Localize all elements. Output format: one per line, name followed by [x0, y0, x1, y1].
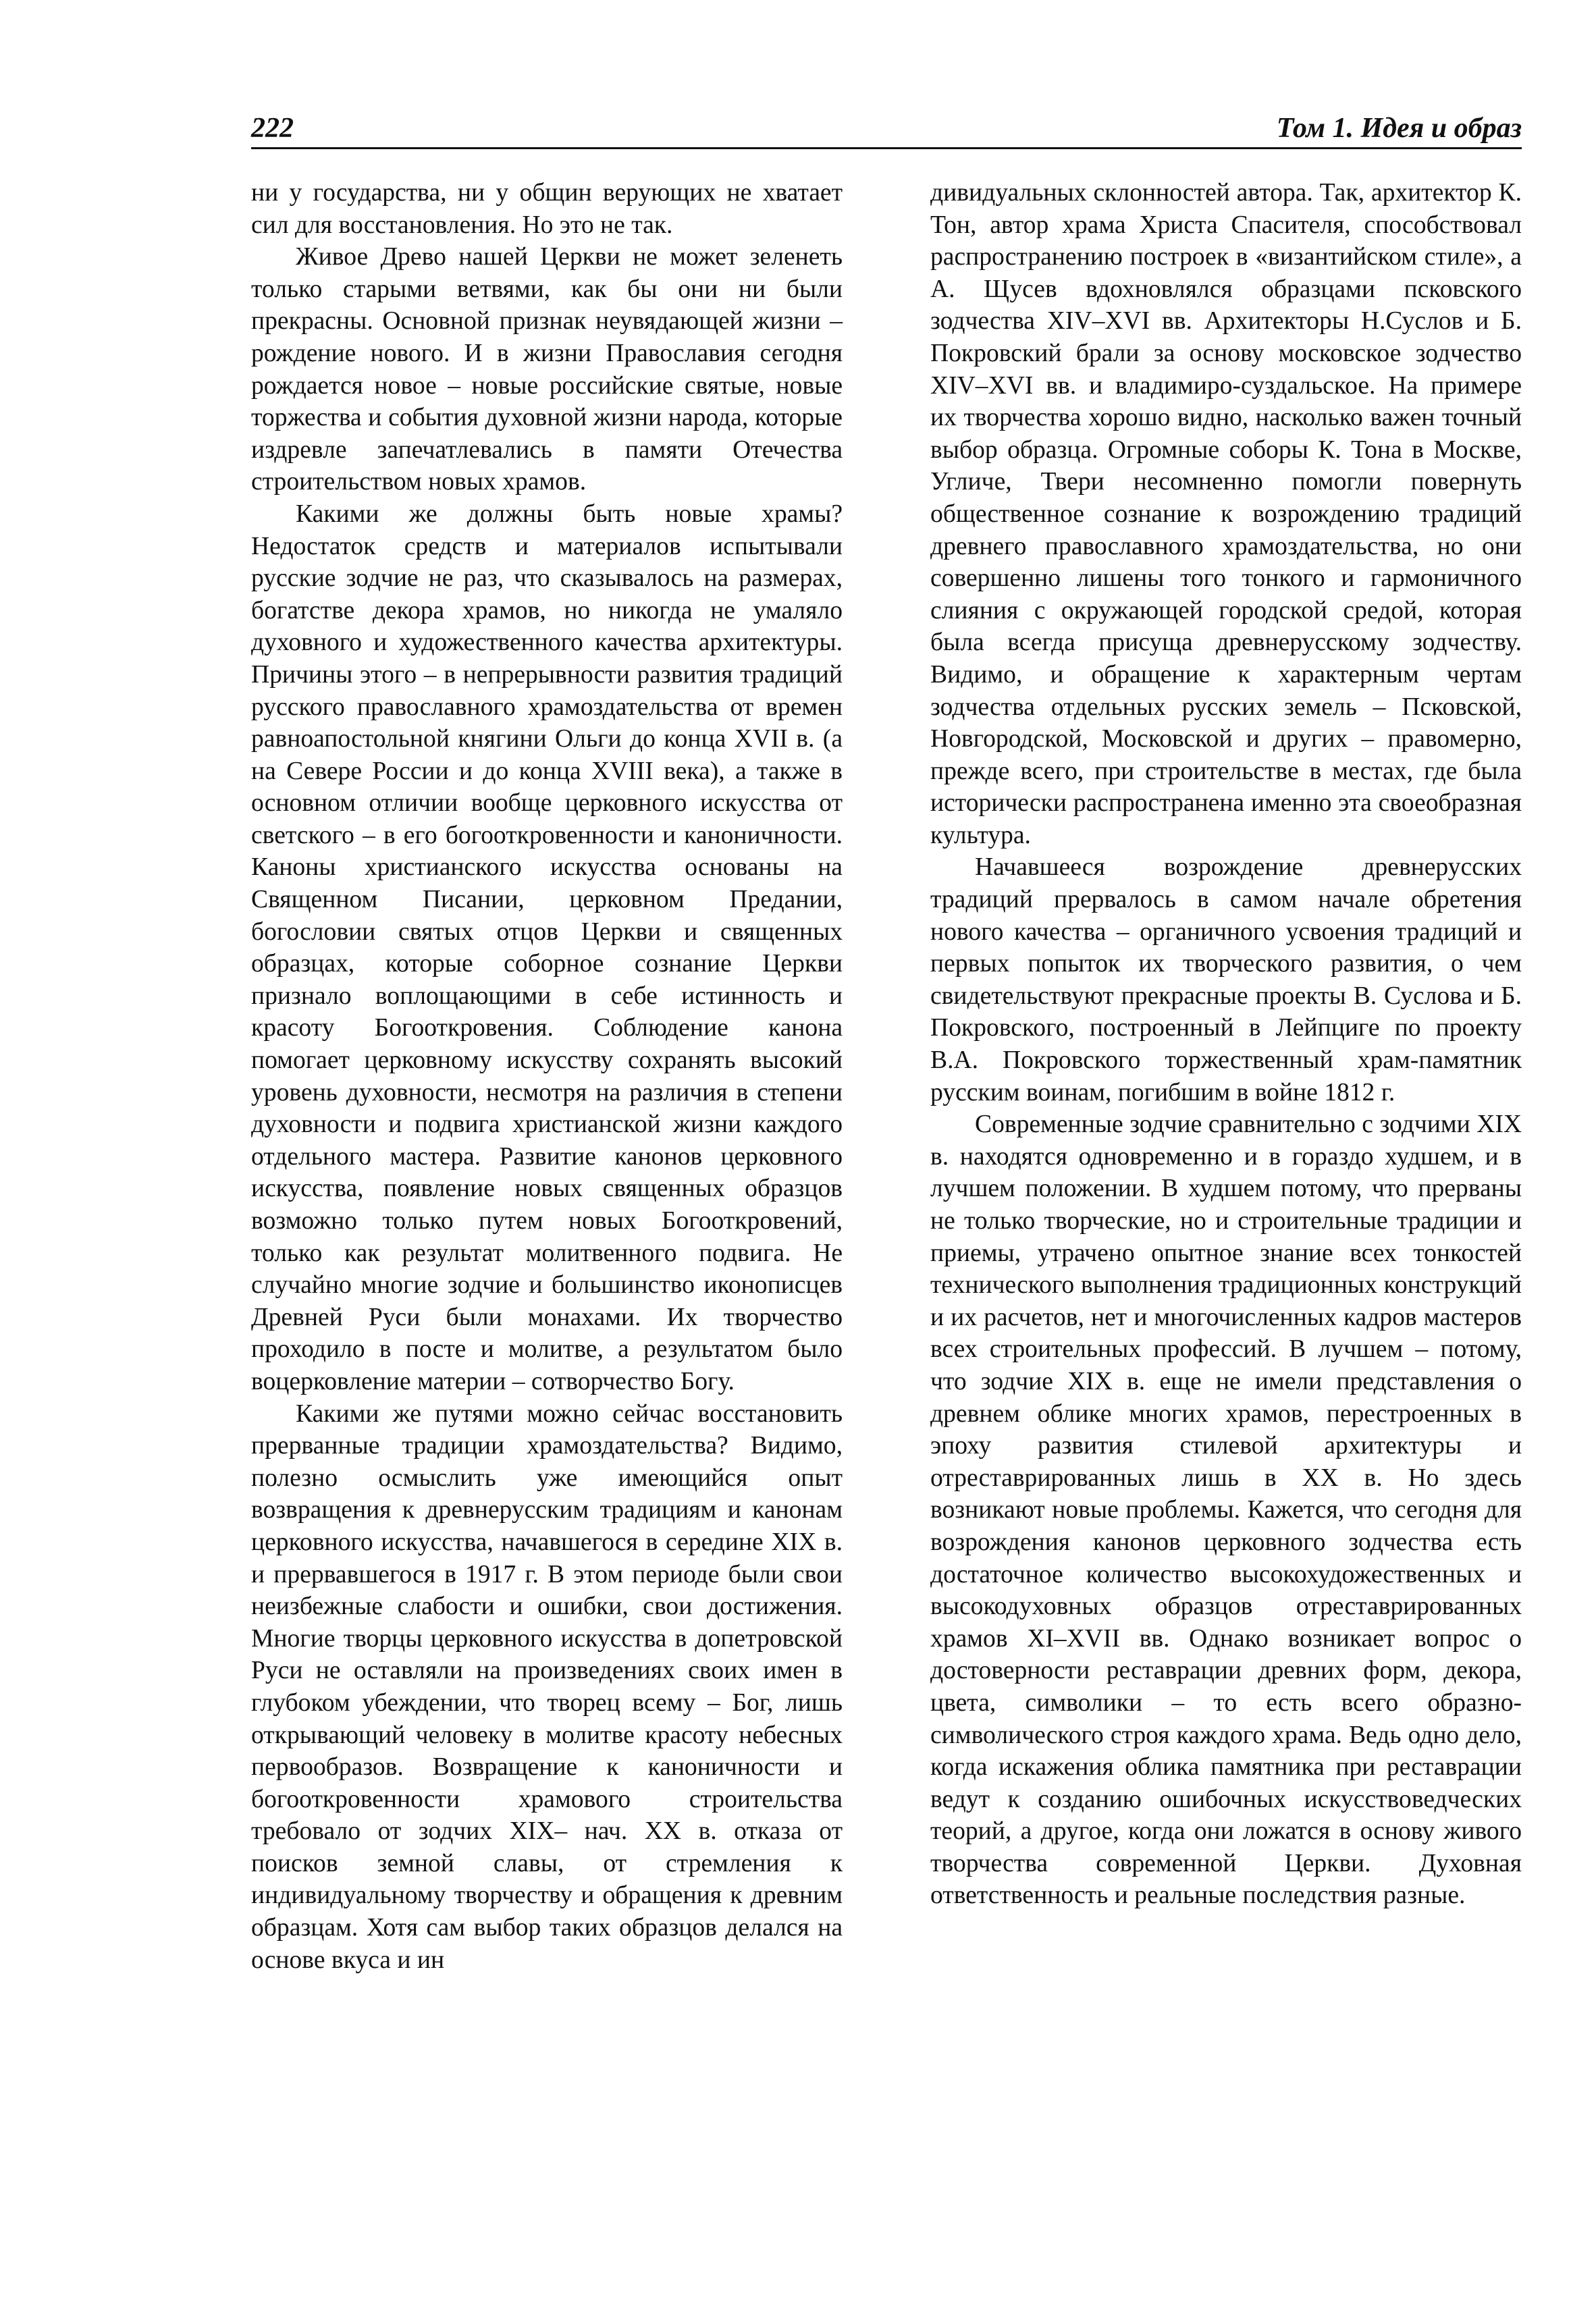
- header-rule: [251, 147, 1522, 149]
- paragraph: дивидуальных склонностей автора. Так, архитектор К. Тон, автор храма Христа Спасителя, способствовал распространению построек в «византийском стиле», а А. Щусев вдохновлялся образцами псковского зодчества XIV–XVI вв. Архитекторы Н.Суслов и Б. Покровский брали за основу московское зодчество XIV–XVI вв. и владимиро-суздальское. На примере их творчества хорошо видно, насколько важен точный выбор образца. Огромные соборы К. Тона в Москве, Угличе, Твери несомненно помогли повернуть общественное сознание к возрождению традиций древнего православного храмоздательства, но они совершенно лишены того тонкого и гармоничного слияния с окружающей городской средой, которая была всегда присуща древнерусскому зодчеству. Видимо, и обращение к характерным чертам зодчества отдельных русских земель – Псковской, Новгородской, Московской и других – правомерно, прежде всего, при строительстве в местах, где была исторически распространена именно эта своеобразная культура.: [930, 179, 1522, 849]
- page-number: 222: [251, 113, 294, 144]
- running-head: Том 1. Идея и образ: [1276, 113, 1522, 144]
- right-column: [930, 177, 1522, 1912]
- paragraph: ни у государства, ни у общин верующих не хватает сил для восстановления. Но это не так.: [251, 179, 843, 239]
- left-column: [251, 177, 843, 1976]
- paragraph: Какими же должны быть новые храмы? Недостаток средств и материалов испытывали русские зодчие не раз, что сказывалось на размерах, богатстве декора храмов, но никогда не умаляло духовного и художественного качества архитектуры. Причины этого – в непрерывности развития традиций русского православного храмоздательства от времен равноапостольной княгини Ольги до конца XVII в. (а на Севере России и до конца XVIII века), а также в основном отличии вообще церковного искусства от светского – в его богооткровенности и каноничности. Каноны христианского искусства основаны на Священном Писании, церковном Предании, богословии святых отцов Церкви и священных образцах, которые соборное сознание Церкви признало воплощающими в себе истинность и красоту Богооткровения. Соблюдение канона помогает церковному искусству сохранять высокий уровень духовности, несмотря на различия в степени духовности и подвига христианской жизни каждого отдельного мастера. Развитие канонов церковного искусства, появление новых священных образцов возможно только путем новых Богооткровений, только как результат молитвенного подвига. Не случайно многие зодчие и большинство иконописцев Древней Руси были монахами. Их творчество проходило в посте и молитве, а результатом было воцерковление материи – сотворчество Богу.: [251, 500, 843, 1395]
- paragraph: Живое Древо нашей Церкви не может зеленеть только старыми ветвями, как бы они ни были прекрасны. Основной признак неувядающей жизни – рождение нового. И в жизни Православия сегодня рождается новое – новые российские святые, новые торжества и события духовной жизни народа, которые издревле запечатлевались в памяти Отечества строительством новых храмов.: [251, 243, 843, 496]
- page-header: [251, 112, 1522, 147]
- paragraph: Начавшееся возрождение древнерусских традиций прервалось в самом начале обретения нового качества – органичного усвоения традиций и первых попыток их творческого развития, о чем свидетельствуют прекрасные проекты В. Суслова и Б. Покровского, построенный в Лейпциге по проекту В.А. Покровского торжественный храм-памятник русским воинам, погибшим в войне 1812 г.: [930, 853, 1522, 1106]
- paragraph: Современные зодчие сравнительно с зодчими XIX в. находятся одновременно и в гораздо худшем, и в лучшем положении. В худшем потому, что прерваны не только творческие, но и строительные традиции и приемы, утрачено опытное знание всех тонкостей технического выполнения традиционных конструкций и их расчетов, нет и многочисленных кадров мастеров всех строительных профессий. В лучшем – потому, что зодчие XIX в. еще не имели представления о древнем облике многих храмов, перестроенных в эпоху развития стилевой архитектуры и отреставрированных лишь в XX в. Но здесь возникают новые проблемы. Кажется, что сегодня для возрождения канонов церковного зодчества есть достаточное количество высокохудожественных и высокодуховных образцов отреставрированных храмов XI–XVII вв. Однако возникает вопрос о достоверности реставрации древних форм, декора, цвета, символики – то есть всего образно-символического строя каждого храма. Ведь одно дело, когда искажения облика памятника при реставрации ведут к созданию ошибочных искусствоведческих теорий, а другое, когда они ложатся в основу живого творчества современной Церкви. Духовная ответственность и реальные последствия разные.: [930, 1111, 1522, 1910]
- paragraph: Какими же путями можно сейчас восстановить прерванные традиции храмоздательства? Видимо, полезно осмыслить уже имеющийся опыт возвращения к древнерусским традициям и канонам церковного искусства, начавшегося в середине XIX в. и прервавшегося в 1917 г. В этом периоде были свои неизбежные слабости и ошибки, свои достижения. Многие творцы церковного искусства в допетровской Руси не оставляли на произведениях своих имен в глубоком убеждении, что творец всему – Бог, лишь открывающий человеку в молитве красоту небесных первообразов. Возвращение к каноничности и богооткровенности храмового строительства требовало от зодчих XIX– нач. XX в. отказа от поисков земной славы, от стремления к индивидуальному творчеству и обращения к древним образцам. Хотя сам выбор таких образцов делался на основе вкуса и ин: [251, 1399, 843, 1974]
